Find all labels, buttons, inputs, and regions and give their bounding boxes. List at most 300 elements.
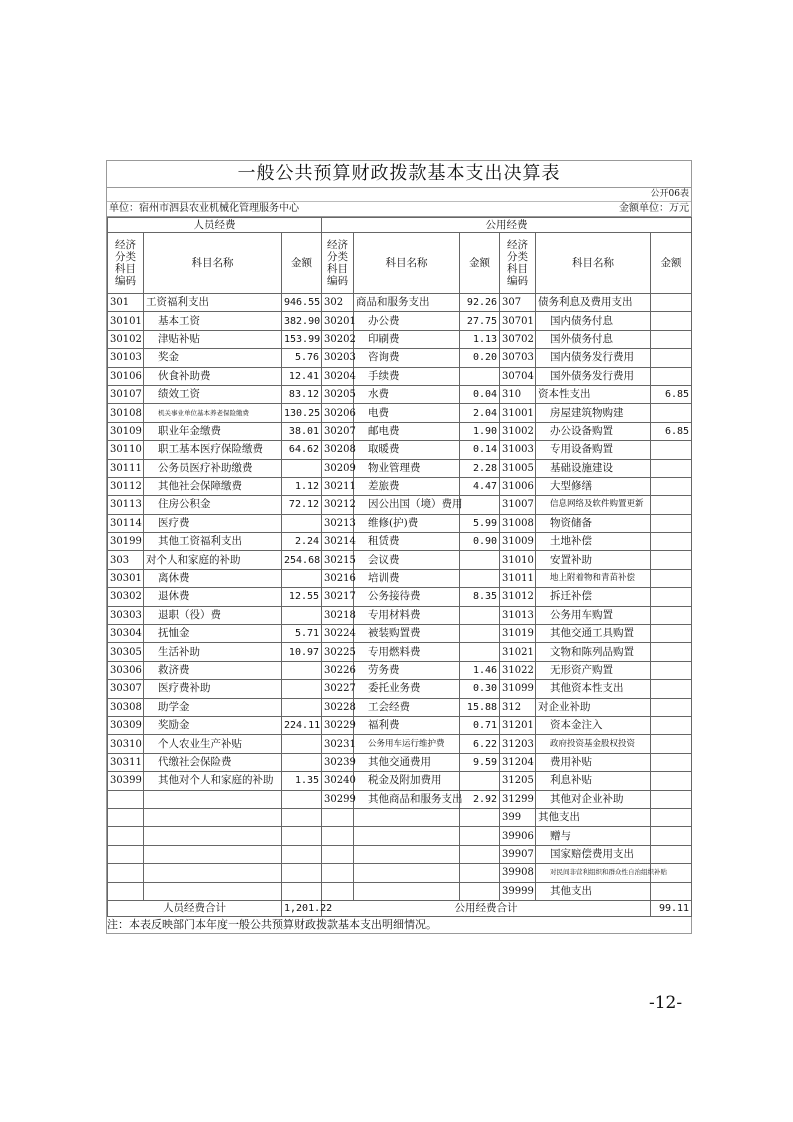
subject-amount: 254.68	[282, 551, 322, 569]
subject-code: 30703	[500, 349, 536, 367]
subject-code	[322, 882, 354, 900]
subject-code: 30231	[322, 735, 354, 753]
header-amount: 金额	[282, 233, 322, 294]
subject-amount: 38.01	[282, 422, 322, 440]
subject-amount	[282, 661, 322, 679]
header-name: 科目名称	[354, 233, 460, 294]
section-header-row	[108, 218, 692, 233]
subject-code: 31005	[500, 459, 536, 477]
subject-name: 咨询费	[354, 349, 460, 367]
subject-amount: 12.55	[282, 588, 322, 606]
subject-code: 30205	[322, 385, 354, 403]
subject-code: 30302	[108, 588, 144, 606]
subject-name: 安置补助	[536, 551, 651, 569]
subject-code: 302	[322, 294, 354, 312]
subject-name: 资本性支出	[536, 385, 651, 403]
subject-amount	[651, 680, 692, 698]
subject-code: 399	[500, 808, 536, 826]
table-row	[108, 367, 692, 385]
subject-code: 31019	[500, 625, 536, 643]
subject-amount: 4.47	[460, 477, 500, 495]
subject-name: 国内债务发行费用	[536, 349, 651, 367]
subject-amount: 382.90	[282, 312, 322, 330]
subject-name: 债务利息及费用支出	[536, 294, 651, 312]
table-row	[108, 569, 692, 587]
subject-code: 30113	[108, 496, 144, 514]
subject-code: 30218	[322, 606, 354, 624]
subject-amount: 8.35	[460, 588, 500, 606]
subject-code: 30702	[500, 330, 536, 348]
subject-name: 医疗费补助	[144, 680, 282, 698]
subject-name	[354, 808, 460, 826]
subject-code: 30216	[322, 569, 354, 587]
subject-code: 30101	[108, 312, 144, 330]
subject-code: 31013	[500, 606, 536, 624]
subject-amount	[651, 496, 692, 514]
subject-amount	[651, 459, 692, 477]
report-title: 一般公共预算财政拨款基本支出决算表	[107, 160, 691, 188]
subject-amount: 12.41	[282, 367, 322, 385]
subject-name: 邮电费	[354, 422, 460, 440]
subject-amount: 0.90	[460, 533, 500, 551]
subject-code	[322, 845, 354, 863]
subject-code: 312	[500, 698, 536, 716]
subject-name: 国外债务发行费用	[536, 367, 651, 385]
subject-code: 301	[108, 294, 144, 312]
subject-amount	[460, 772, 500, 790]
subject-code: 30301	[108, 569, 144, 587]
subject-name: 医疗费	[144, 514, 282, 532]
subject-code: 30214	[322, 533, 354, 551]
table-row	[108, 772, 692, 790]
table-row	[108, 551, 692, 569]
subject-amount: 0.30	[460, 680, 500, 698]
table-row	[108, 882, 692, 900]
subject-code: 30199	[108, 533, 144, 551]
subject-code: 30311	[108, 753, 144, 771]
table-row	[108, 790, 692, 808]
subject-code: 31021	[500, 643, 536, 661]
subject-amount	[460, 827, 500, 845]
page-number: -12-	[649, 993, 683, 1013]
subject-amount	[651, 790, 692, 808]
subject-amount	[651, 312, 692, 330]
header-code: 经济分类科目编码	[322, 233, 354, 294]
subject-name: 费用补贴	[536, 753, 651, 771]
subject-code: 31008	[500, 514, 536, 532]
table-row	[108, 422, 692, 440]
table-row	[108, 459, 692, 477]
subject-code: 30399	[108, 772, 144, 790]
table-row	[108, 698, 692, 716]
subject-code: 30229	[322, 716, 354, 734]
table-row	[108, 349, 692, 367]
subject-amount	[460, 625, 500, 643]
subject-name: 工会经费	[354, 698, 460, 716]
subject-amount	[282, 882, 322, 900]
subject-name: 公务用车运行维护费	[354, 735, 460, 753]
subject-name: 救济费	[144, 661, 282, 679]
subject-name: 助学金	[144, 698, 282, 716]
subject-code	[108, 827, 144, 845]
subject-amount	[460, 864, 500, 882]
subject-name: 信息网络及软件购置更新	[536, 496, 651, 514]
subject-code: 30224	[322, 625, 354, 643]
table-row	[108, 606, 692, 624]
subject-name: 离休费	[144, 569, 282, 587]
subject-code: 39999	[500, 882, 536, 900]
subject-amount: 2.24	[282, 533, 322, 551]
subject-amount	[282, 845, 322, 863]
subject-code: 30307	[108, 680, 144, 698]
subject-code: 30309	[108, 716, 144, 734]
subject-code: 31012	[500, 588, 536, 606]
subject-name: 办公费	[354, 312, 460, 330]
subject-name: 大型修缮	[536, 477, 651, 495]
subject-amount	[282, 864, 322, 882]
subject-code: 303	[108, 551, 144, 569]
subject-code: 31099	[500, 680, 536, 698]
subject-name	[144, 882, 282, 900]
subject-code: 30212	[322, 496, 354, 514]
subject-code: 30217	[322, 588, 354, 606]
subject-code: 310	[500, 385, 536, 403]
subject-code: 30108	[108, 404, 144, 422]
subject-amount	[460, 882, 500, 900]
subject-code: 30207	[322, 422, 354, 440]
subject-name: 文物和陈列品购置	[536, 643, 651, 661]
subject-name: 生活补助	[144, 643, 282, 661]
subject-amount	[651, 441, 692, 459]
subject-name: 职工基本医疗保险缴费	[144, 441, 282, 459]
subject-name: 无形资产购置	[536, 661, 651, 679]
subject-amount	[651, 882, 692, 900]
subject-code: 31299	[500, 790, 536, 808]
subject-name: 利息补贴	[536, 772, 651, 790]
subject-amount	[651, 845, 692, 863]
public-total-label: 公用经费合计	[322, 900, 651, 916]
subject-name: 地上附着物和青苗补偿	[536, 569, 651, 587]
table-row	[108, 643, 692, 661]
subject-amount	[651, 643, 692, 661]
subject-name: 个人农业生产补贴	[144, 735, 282, 753]
subject-code: 30110	[108, 441, 144, 459]
subject-amount: 946.55	[282, 294, 322, 312]
subject-name: 伙食补助费	[144, 367, 282, 385]
subject-name: 其他支出	[536, 882, 651, 900]
subject-code: 31204	[500, 753, 536, 771]
subject-code: 30213	[322, 514, 354, 532]
table-row	[108, 625, 692, 643]
header-code: 经济分类科目编码	[500, 233, 536, 294]
subject-code: 30239	[322, 753, 354, 771]
table-row	[108, 514, 692, 532]
subject-amount: 15.88	[460, 698, 500, 716]
subject-name: 专用燃料费	[354, 643, 460, 661]
subject-amount: 5.99	[460, 514, 500, 532]
subject-name: 办公设备购置	[536, 422, 651, 440]
subject-name: 职业年金缴费	[144, 422, 282, 440]
subject-amount: 9.59	[460, 753, 500, 771]
subject-amount: 1.35	[282, 772, 322, 790]
subject-code	[108, 882, 144, 900]
subject-name: 津贴补贴	[144, 330, 282, 348]
subject-amount: 1.13	[460, 330, 500, 348]
subject-amount	[651, 772, 692, 790]
subject-name: 退职（役）费	[144, 606, 282, 624]
subject-name	[354, 864, 460, 882]
subject-amount: 0.71	[460, 716, 500, 734]
section-personnel: 人员经费	[108, 218, 322, 233]
subject-code: 30206	[322, 404, 354, 422]
subject-name: 奖金	[144, 349, 282, 367]
subject-name: 其他交通费用	[354, 753, 460, 771]
subject-amount: 2.92	[460, 790, 500, 808]
subject-code: 30304	[108, 625, 144, 643]
subject-amount	[651, 661, 692, 679]
subject-amount	[651, 533, 692, 551]
subject-amount: 0.04	[460, 385, 500, 403]
subject-code: 30701	[500, 312, 536, 330]
subject-amount	[651, 477, 692, 495]
subject-amount	[282, 680, 322, 698]
unit-label: 单位：宿州市泗县农业机械化管理服务中心	[109, 203, 299, 214]
subject-code: 30103	[108, 349, 144, 367]
subject-code: 30109	[108, 422, 144, 440]
table-row	[108, 588, 692, 606]
subject-amount: 83.12	[282, 385, 322, 403]
table-row	[108, 827, 692, 845]
subject-name: 工资福利支出	[144, 294, 282, 312]
subject-amount	[651, 404, 692, 422]
personnel-total-amount: 1,201.22	[282, 900, 322, 916]
subject-name: 公务用车购置	[536, 606, 651, 624]
table-row	[108, 477, 692, 495]
subject-name: 退休费	[144, 588, 282, 606]
subject-name: 印刷费	[354, 330, 460, 348]
subject-name: 奖励金	[144, 716, 282, 734]
subject-amount	[651, 827, 692, 845]
subject-name: 土地补偿	[536, 533, 651, 551]
subject-amount: 130.25	[282, 404, 322, 422]
subject-code	[322, 864, 354, 882]
subject-amount	[651, 588, 692, 606]
subject-name: 取暖费	[354, 441, 460, 459]
subject-code	[108, 790, 144, 808]
public-total-amount: 99.11	[651, 900, 692, 916]
header-name: 科目名称	[536, 233, 651, 294]
table-row	[108, 680, 692, 698]
subject-code: 31007	[500, 496, 536, 514]
subject-code	[108, 845, 144, 863]
unit-row	[107, 202, 691, 217]
subject-code: 30209	[322, 459, 354, 477]
subject-name: 抚恤金	[144, 625, 282, 643]
header-amount: 金额	[651, 233, 692, 294]
subject-amount	[282, 698, 322, 716]
subject-name: 其他对企业补助	[536, 790, 651, 808]
subject-code: 31203	[500, 735, 536, 753]
subject-amount	[651, 753, 692, 771]
subject-amount: 0.20	[460, 349, 500, 367]
subject-name	[354, 845, 460, 863]
subject-code: 31201	[500, 716, 536, 734]
subject-name	[144, 864, 282, 882]
subject-name: 会议费	[354, 551, 460, 569]
personnel-total-label: 人员经费合计	[108, 900, 282, 916]
subject-name: 劳务费	[354, 661, 460, 679]
subject-code: 31001	[500, 404, 536, 422]
subject-name: 其他社会保障缴费	[144, 477, 282, 495]
subject-code: 30204	[322, 367, 354, 385]
subject-amount	[651, 551, 692, 569]
subject-code: 30202	[322, 330, 354, 348]
subject-name: 其他对个人和家庭的补助	[144, 772, 282, 790]
subject-amount	[651, 330, 692, 348]
subject-amount: 6.85	[651, 385, 692, 403]
subject-amount: 72.12	[282, 496, 322, 514]
subject-name: 专用设备购置	[536, 441, 651, 459]
table-row	[108, 735, 692, 753]
subject-amount: 5.71	[282, 625, 322, 643]
subject-amount: 1.90	[460, 422, 500, 440]
subject-code: 31010	[500, 551, 536, 569]
subject-amount: 64.62	[282, 441, 322, 459]
subject-amount	[651, 514, 692, 532]
section-public: 公用经费	[322, 218, 692, 233]
header-code: 经济分类科目编码	[108, 233, 144, 294]
subject-code: 30211	[322, 477, 354, 495]
subject-amount	[460, 643, 500, 661]
subject-amount	[460, 845, 500, 863]
subject-name: 专用材料费	[354, 606, 460, 624]
subject-amount: 153.99	[282, 330, 322, 348]
subject-code: 31003	[500, 441, 536, 459]
subject-name	[354, 827, 460, 845]
subject-name: 维修(护)费	[354, 514, 460, 532]
subject-name: 其他支出	[536, 808, 651, 826]
subject-amount	[460, 808, 500, 826]
subject-amount: 27.75	[460, 312, 500, 330]
subject-name: 因公出国（境）费用	[354, 496, 460, 514]
subject-code: 30201	[322, 312, 354, 330]
subject-name	[144, 808, 282, 826]
subject-name: 商品和服务支出	[354, 294, 460, 312]
subject-name: 绩效工资	[144, 385, 282, 403]
subject-amount	[282, 808, 322, 826]
subject-code: 30240	[322, 772, 354, 790]
subject-name: 租赁费	[354, 533, 460, 551]
subject-code: 30306	[108, 661, 144, 679]
table-row	[108, 661, 692, 679]
column-header-row	[108, 233, 692, 294]
table-row	[108, 441, 692, 459]
expenditure-table	[107, 217, 692, 917]
table-row	[108, 312, 692, 330]
subject-name: 拆迁补偿	[536, 588, 651, 606]
subject-code: 30106	[108, 367, 144, 385]
header-name: 科目名称	[144, 233, 282, 294]
subject-name: 对企业补助	[536, 698, 651, 716]
subject-code: 30305	[108, 643, 144, 661]
subject-code	[108, 808, 144, 826]
subject-code: 30303	[108, 606, 144, 624]
subject-code: 30310	[108, 735, 144, 753]
subject-amount	[282, 753, 322, 771]
subject-name: 国外债务付息	[536, 330, 651, 348]
subject-amount	[651, 716, 692, 734]
subject-name: 基本工资	[144, 312, 282, 330]
table-row	[108, 864, 692, 882]
subject-code: 31011	[500, 569, 536, 587]
subject-amount	[282, 735, 322, 753]
subject-code: 30215	[322, 551, 354, 569]
subject-name: 住房公积金	[144, 496, 282, 514]
subject-amount	[460, 606, 500, 624]
table-row	[108, 404, 692, 422]
subject-name: 机关事业单位基本养老保险缴费	[144, 404, 282, 422]
subject-name: 差旅费	[354, 477, 460, 495]
subject-name: 房屋建筑物购建	[536, 404, 651, 422]
subject-name: 国内债务付息	[536, 312, 651, 330]
subject-name: 基础设施建设	[536, 459, 651, 477]
subject-code: 30228	[322, 698, 354, 716]
subject-amount	[282, 606, 322, 624]
subject-name: 税金及附加费用	[354, 772, 460, 790]
subject-amount: 10.97	[282, 643, 322, 661]
subject-name	[144, 845, 282, 863]
subject-amount	[651, 625, 692, 643]
table-row	[108, 294, 692, 312]
table-row	[108, 385, 692, 403]
header-amount: 金额	[460, 233, 500, 294]
subject-amount: 92.26	[460, 294, 500, 312]
subject-amount	[651, 698, 692, 716]
table-row	[108, 533, 692, 551]
subject-code: 39908	[500, 864, 536, 882]
subject-amount	[460, 551, 500, 569]
subject-amount	[282, 790, 322, 808]
subject-amount	[282, 569, 322, 587]
subject-amount	[651, 294, 692, 312]
subject-amount	[651, 349, 692, 367]
subject-amount	[651, 808, 692, 826]
subject-name: 其他资本性支出	[536, 680, 651, 698]
subject-name: 水费	[354, 385, 460, 403]
report-sheet	[106, 160, 692, 934]
subject-name: 其他商品和服务支出	[354, 790, 460, 808]
subject-name: 其他交通工具购置	[536, 625, 651, 643]
subject-amount	[651, 735, 692, 753]
subject-amount: 0.14	[460, 441, 500, 459]
amount-unit-label: 金额单位：万元	[619, 203, 689, 214]
subject-amount: 6.85	[651, 422, 692, 440]
subject-name: 电费	[354, 404, 460, 422]
subject-name: 公务员医疗补助缴费	[144, 459, 282, 477]
subject-code: 30203	[322, 349, 354, 367]
subject-amount	[460, 367, 500, 385]
subject-amount	[282, 827, 322, 845]
subject-amount: 224.11	[282, 716, 322, 734]
subject-amount: 5.76	[282, 349, 322, 367]
subject-name: 赠与	[536, 827, 651, 845]
subject-code: 30107	[108, 385, 144, 403]
subject-name: 物业管理费	[354, 459, 460, 477]
subject-name: 政府投资基金股权投资	[536, 735, 651, 753]
subject-code: 30114	[108, 514, 144, 532]
subject-name: 资本金注入	[536, 716, 651, 734]
subject-amount	[651, 606, 692, 624]
